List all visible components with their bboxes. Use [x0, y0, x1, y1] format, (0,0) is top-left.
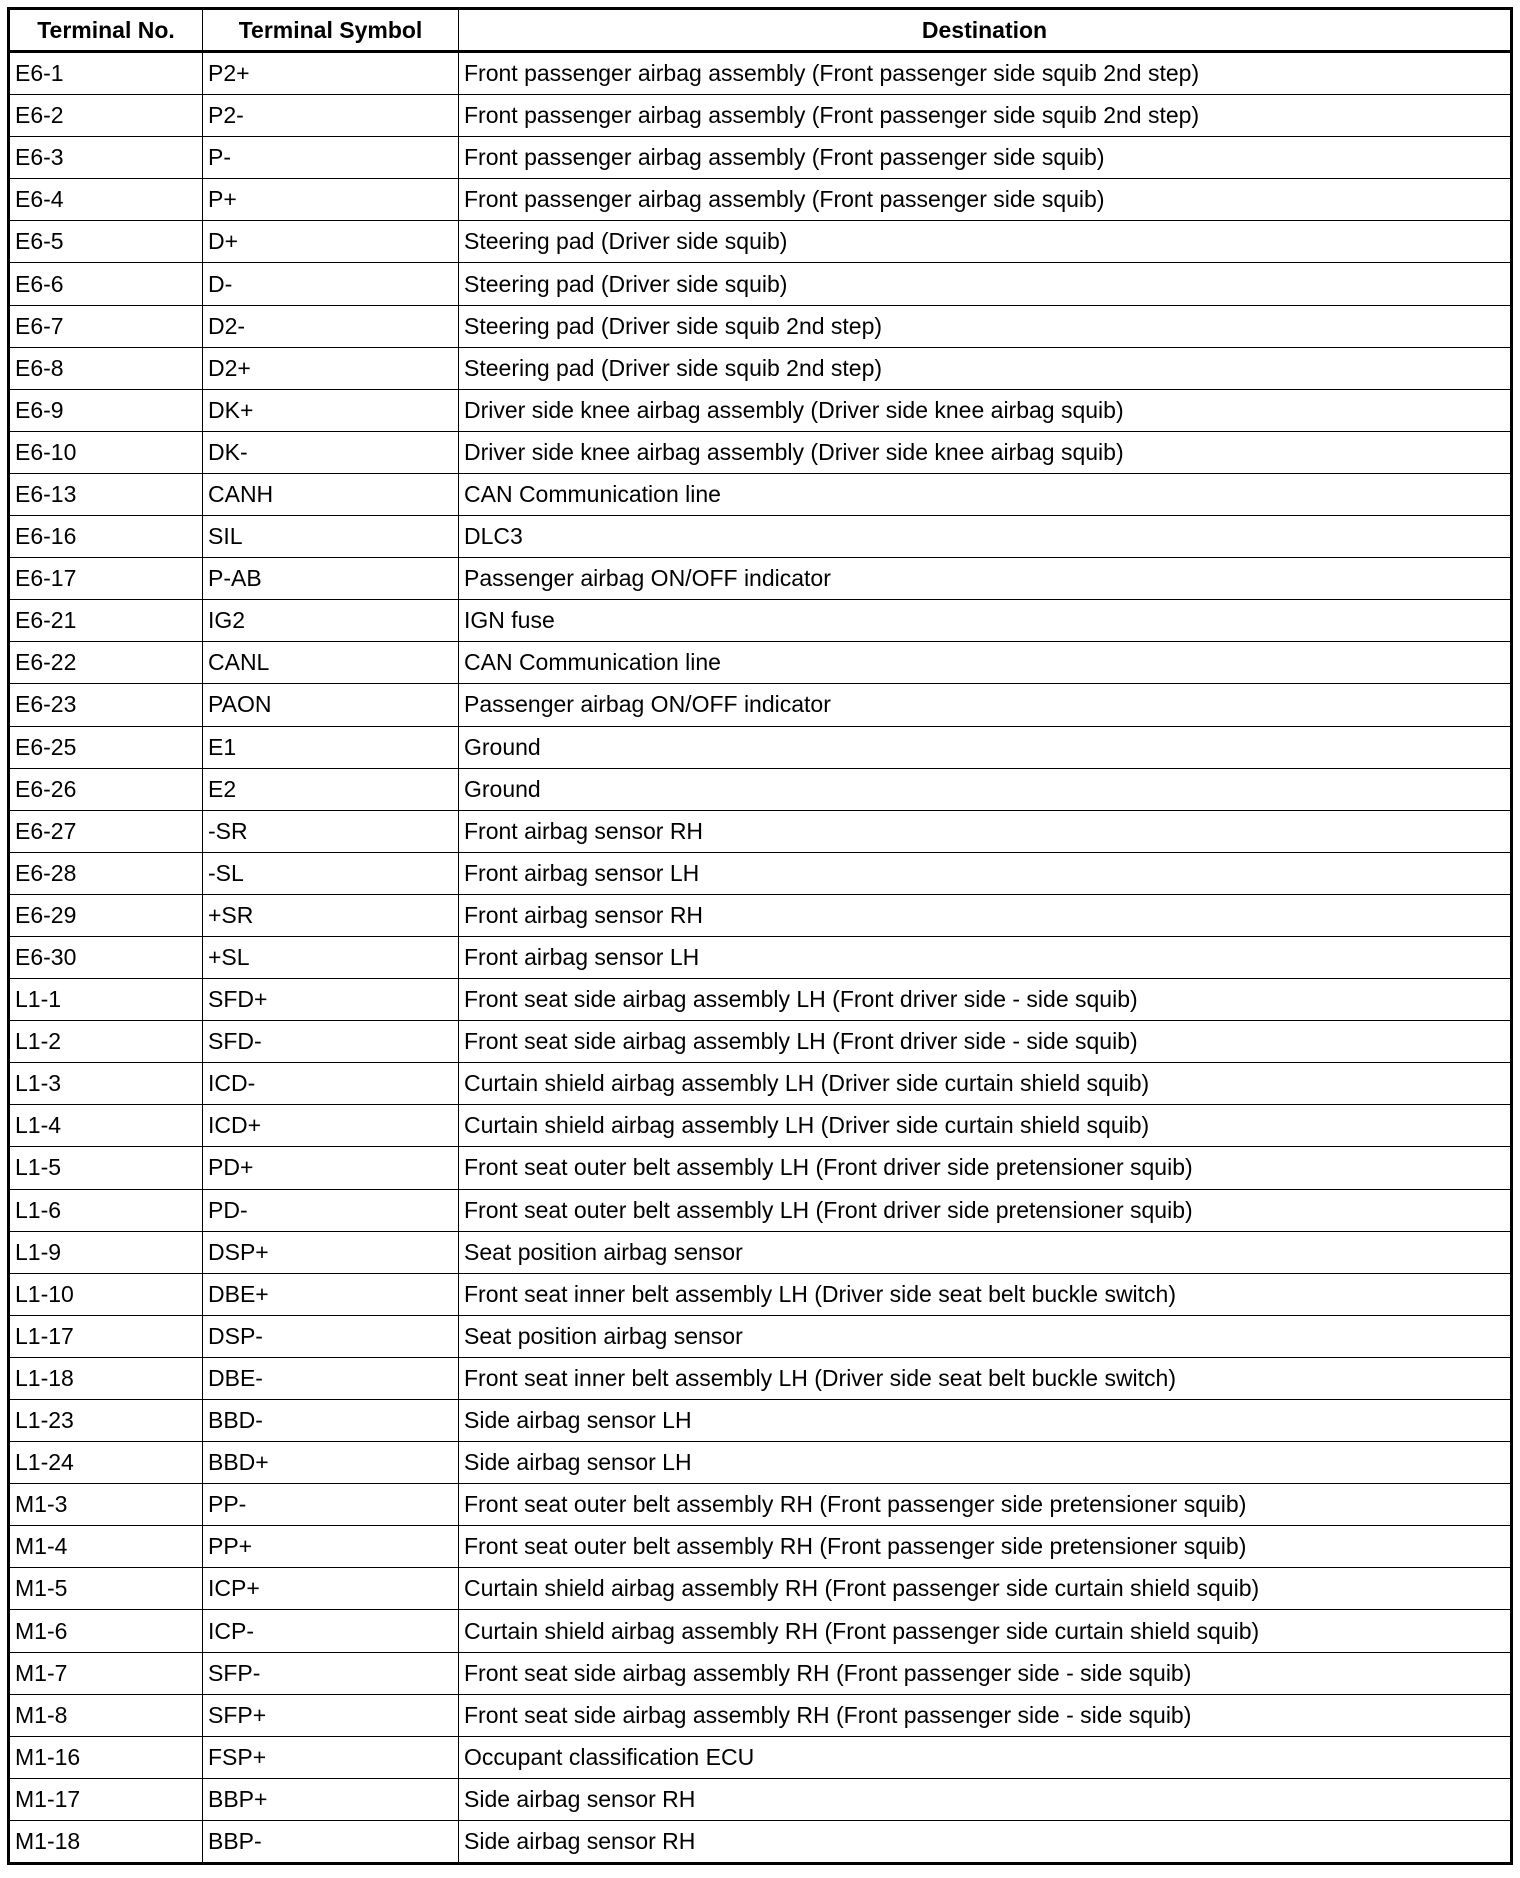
destination-cell: Front airbag sensor RH: [459, 894, 1512, 936]
table-row: [9, 1736, 1512, 1778]
terminal-no-cell: E6-13: [9, 473, 203, 515]
terminal-symbol-cell: E2: [203, 768, 459, 810]
terminal-table: [7, 7, 1513, 1865]
terminal-no-cell: M1-4: [9, 1526, 203, 1568]
destination-cell: Driver side knee airbag assembly (Driver side knee airbag squib): [459, 431, 1512, 473]
terminal-symbol-cell: DSP+: [203, 1231, 459, 1273]
terminal-symbol-cell: DSP-: [203, 1315, 459, 1357]
destination-cell: Front seat side airbag assembly RH (Front passenger side - side squib): [459, 1694, 1512, 1736]
destination-cell: Seat position airbag sensor: [459, 1315, 1512, 1357]
terminal-symbol-cell: PD-: [203, 1189, 459, 1231]
destination-cell: Side airbag sensor RH: [459, 1820, 1512, 1863]
terminal-symbol-cell: -SL: [203, 852, 459, 894]
destination-cell: Curtain shield airbag assembly RH (Front passenger side curtain shield squib): [459, 1568, 1512, 1610]
terminal-no-cell: E6-21: [9, 600, 203, 642]
table-row: [9, 852, 1512, 894]
destination-cell: Steering pad (Driver side squib): [459, 221, 1512, 263]
table-row: [9, 52, 1512, 95]
terminal-no-cell: E6-3: [9, 137, 203, 179]
destination-cell: Front passenger airbag assembly (Front passenger side squib): [459, 137, 1512, 179]
destination-cell: Front seat outer belt assembly RH (Front passenger side pretensioner squib): [459, 1526, 1512, 1568]
terminal-no-cell: E6-28: [9, 852, 203, 894]
terminal-symbol-cell: BBD+: [203, 1442, 459, 1484]
terminal-no-cell: L1-1: [9, 979, 203, 1021]
header-terminal-symbol: Terminal Symbol: [203, 9, 459, 52]
terminal-no-cell: L1-3: [9, 1063, 203, 1105]
terminal-symbol-cell: P+: [203, 179, 459, 221]
destination-cell: Ground: [459, 768, 1512, 810]
terminal-no-cell: L1-5: [9, 1147, 203, 1189]
table-row: [9, 979, 1512, 1021]
table-row: [9, 347, 1512, 389]
terminal-no-cell: L1-17: [9, 1315, 203, 1357]
destination-cell: Front seat outer belt assembly LH (Front driver side pretensioner squib): [459, 1147, 1512, 1189]
destination-cell: DLC3: [459, 516, 1512, 558]
table-row: [9, 221, 1512, 263]
table-row: [9, 558, 1512, 600]
terminal-no-cell: L1-18: [9, 1357, 203, 1399]
table-row: [9, 1568, 1512, 1610]
terminal-no-cell: M1-5: [9, 1568, 203, 1610]
terminal-symbol-cell: +SL: [203, 936, 459, 978]
terminal-no-cell: E6-17: [9, 558, 203, 600]
terminal-symbol-cell: PP-: [203, 1484, 459, 1526]
destination-cell: Passenger airbag ON/OFF indicator: [459, 558, 1512, 600]
table-header: [9, 9, 1512, 52]
terminal-no-cell: E6-16: [9, 516, 203, 558]
terminal-symbol-cell: IG2: [203, 600, 459, 642]
terminal-symbol-cell: BBP+: [203, 1778, 459, 1820]
table-row: [9, 95, 1512, 137]
terminal-no-cell: E6-4: [9, 179, 203, 221]
destination-cell: Front airbag sensor LH: [459, 936, 1512, 978]
destination-cell: Steering pad (Driver side squib 2nd step): [459, 347, 1512, 389]
terminal-symbol-cell: +SR: [203, 894, 459, 936]
terminal-symbol-cell: P2-: [203, 95, 459, 137]
table-row: [9, 1021, 1512, 1063]
destination-cell: Front seat side airbag assembly RH (Front passenger side - side squib): [459, 1652, 1512, 1694]
table-row: [9, 1273, 1512, 1315]
table-row: [9, 684, 1512, 726]
terminal-no-cell: M1-18: [9, 1820, 203, 1863]
terminal-no-cell: L1-10: [9, 1273, 203, 1315]
terminal-no-cell: E6-7: [9, 305, 203, 347]
destination-cell: Front seat outer belt assembly LH (Front driver side pretensioner squib): [459, 1189, 1512, 1231]
table-row: [9, 1105, 1512, 1147]
terminal-no-cell: E6-10: [9, 431, 203, 473]
terminal-symbol-cell: D-: [203, 263, 459, 305]
terminal-no-cell: L1-6: [9, 1189, 203, 1231]
terminal-symbol-cell: ICD+: [203, 1105, 459, 1147]
destination-cell: Steering pad (Driver side squib): [459, 263, 1512, 305]
terminal-symbol-cell: D2-: [203, 305, 459, 347]
destination-cell: Curtain shield airbag assembly RH (Front passenger side curtain shield squib): [459, 1610, 1512, 1652]
table-row: [9, 1189, 1512, 1231]
table-row: [9, 473, 1512, 515]
terminal-no-cell: L1-24: [9, 1442, 203, 1484]
table-row: [9, 936, 1512, 978]
terminal-symbol-cell: P2+: [203, 52, 459, 95]
terminal-no-cell: E6-5: [9, 221, 203, 263]
table-row: [9, 1694, 1512, 1736]
terminal-symbol-cell: D+: [203, 221, 459, 263]
terminal-no-cell: E6-1: [9, 52, 203, 95]
destination-cell: Front seat side airbag assembly LH (Front driver side - side squib): [459, 1021, 1512, 1063]
terminal-no-cell: L1-4: [9, 1105, 203, 1147]
destination-cell: Side airbag sensor RH: [459, 1778, 1512, 1820]
terminal-symbol-cell: PD+: [203, 1147, 459, 1189]
destination-cell: Front seat inner belt assembly LH (Driver side seat belt buckle switch): [459, 1273, 1512, 1315]
table-row: [9, 1526, 1512, 1568]
terminal-symbol-cell: DK+: [203, 389, 459, 431]
destination-cell: Side airbag sensor LH: [459, 1400, 1512, 1442]
table-row: [9, 263, 1512, 305]
terminal-symbol-cell: PP+: [203, 1526, 459, 1568]
destination-cell: Steering pad (Driver side squib 2nd step): [459, 305, 1512, 347]
table-row: [9, 1063, 1512, 1105]
terminal-symbol-cell: DBE+: [203, 1273, 459, 1315]
table-row: [9, 642, 1512, 684]
terminal-no-cell: E6-25: [9, 726, 203, 768]
destination-cell: Front airbag sensor LH: [459, 852, 1512, 894]
terminal-no-cell: E6-29: [9, 894, 203, 936]
table-row: [9, 600, 1512, 642]
table-row: [9, 726, 1512, 768]
terminal-symbol-cell: FSP+: [203, 1736, 459, 1778]
terminal-symbol-cell: DK-: [203, 431, 459, 473]
terminal-no-cell: E6-9: [9, 389, 203, 431]
terminal-no-cell: M1-6: [9, 1610, 203, 1652]
terminal-symbol-cell: BBP-: [203, 1820, 459, 1863]
terminal-no-cell: M1-16: [9, 1736, 203, 1778]
table-row: [9, 1147, 1512, 1189]
terminal-no-cell: L1-23: [9, 1400, 203, 1442]
terminal-symbol-cell: E1: [203, 726, 459, 768]
table-row: [9, 1484, 1512, 1526]
terminal-symbol-cell: D2+: [203, 347, 459, 389]
terminal-no-cell: E6-26: [9, 768, 203, 810]
destination-cell: Curtain shield airbag assembly LH (Driver side curtain shield squib): [459, 1105, 1512, 1147]
destination-cell: Driver side knee airbag assembly (Driver side knee airbag squib): [459, 389, 1512, 431]
table-row: [9, 1231, 1512, 1273]
destination-cell: Passenger airbag ON/OFF indicator: [459, 684, 1512, 726]
terminal-symbol-cell: P-AB: [203, 558, 459, 600]
table-row: [9, 894, 1512, 936]
terminal-no-cell: E6-30: [9, 936, 203, 978]
terminal-symbol-cell: ICP-: [203, 1610, 459, 1652]
terminal-symbol-cell: SFD-: [203, 1021, 459, 1063]
table-row: [9, 1652, 1512, 1694]
terminal-no-cell: E6-23: [9, 684, 203, 726]
table-row: [9, 431, 1512, 473]
table-row: [9, 768, 1512, 810]
terminal-no-cell: E6-22: [9, 642, 203, 684]
terminal-table-container: [7, 7, 1510, 1865]
destination-cell: Front passenger airbag assembly (Front passenger side squib): [459, 179, 1512, 221]
terminal-symbol-cell: CANL: [203, 642, 459, 684]
terminal-no-cell: L1-9: [9, 1231, 203, 1273]
terminal-symbol-cell: ICD-: [203, 1063, 459, 1105]
destination-cell: Front seat outer belt assembly RH (Front passenger side pretensioner squib): [459, 1484, 1512, 1526]
destination-cell: Front passenger airbag assembly (Front passenger side squib 2nd step): [459, 95, 1512, 137]
table-row: [9, 1400, 1512, 1442]
terminal-no-cell: L1-2: [9, 1021, 203, 1063]
table-row: [9, 1357, 1512, 1399]
table-row: [9, 1610, 1512, 1652]
terminal-symbol-cell: SFP+: [203, 1694, 459, 1736]
terminal-no-cell: M1-8: [9, 1694, 203, 1736]
table-row: [9, 305, 1512, 347]
destination-cell: Ground: [459, 726, 1512, 768]
table-row: [9, 1778, 1512, 1820]
destination-cell: Seat position airbag sensor: [459, 1231, 1512, 1273]
terminal-no-cell: M1-17: [9, 1778, 203, 1820]
header-terminal-no: Terminal No.: [9, 9, 203, 52]
destination-cell: CAN Communication line: [459, 642, 1512, 684]
table-row: [9, 516, 1512, 558]
terminal-symbol-cell: DBE-: [203, 1357, 459, 1399]
destination-cell: CAN Communication line: [459, 473, 1512, 515]
destination-cell: IGN fuse: [459, 600, 1512, 642]
table-body: [9, 52, 1512, 1864]
destination-cell: Front seat inner belt assembly LH (Driver side seat belt buckle switch): [459, 1357, 1512, 1399]
table-row: [9, 179, 1512, 221]
terminal-symbol-cell: CANH: [203, 473, 459, 515]
table-row: [9, 389, 1512, 431]
terminal-no-cell: E6-6: [9, 263, 203, 305]
terminal-symbol-cell: P-: [203, 137, 459, 179]
terminal-symbol-cell: SIL: [203, 516, 459, 558]
table-row: [9, 1315, 1512, 1357]
header-row: [9, 9, 1512, 52]
table-row: [9, 1442, 1512, 1484]
terminal-symbol-cell: -SR: [203, 810, 459, 852]
terminal-symbol-cell: SFD+: [203, 979, 459, 1021]
terminal-symbol-cell: ICP+: [203, 1568, 459, 1610]
destination-cell: Front airbag sensor RH: [459, 810, 1512, 852]
table-row: [9, 1820, 1512, 1863]
terminal-no-cell: E6-27: [9, 810, 203, 852]
table-row: [9, 137, 1512, 179]
terminal-no-cell: M1-3: [9, 1484, 203, 1526]
terminal-no-cell: E6-8: [9, 347, 203, 389]
destination-cell: Occupant classification ECU: [459, 1736, 1512, 1778]
terminal-symbol-cell: PAON: [203, 684, 459, 726]
destination-cell: Curtain shield airbag assembly LH (Driver side curtain shield squib): [459, 1063, 1512, 1105]
terminal-symbol-cell: BBD-: [203, 1400, 459, 1442]
terminal-no-cell: E6-2: [9, 95, 203, 137]
destination-cell: Side airbag sensor LH: [459, 1442, 1512, 1484]
destination-cell: Front seat side airbag assembly LH (Front driver side - side squib): [459, 979, 1512, 1021]
terminal-symbol-cell: SFP-: [203, 1652, 459, 1694]
header-destination: Destination: [459, 9, 1512, 52]
table-row: [9, 810, 1512, 852]
terminal-no-cell: M1-7: [9, 1652, 203, 1694]
destination-cell: Front passenger airbag assembly (Front passenger side squib 2nd step): [459, 52, 1512, 95]
